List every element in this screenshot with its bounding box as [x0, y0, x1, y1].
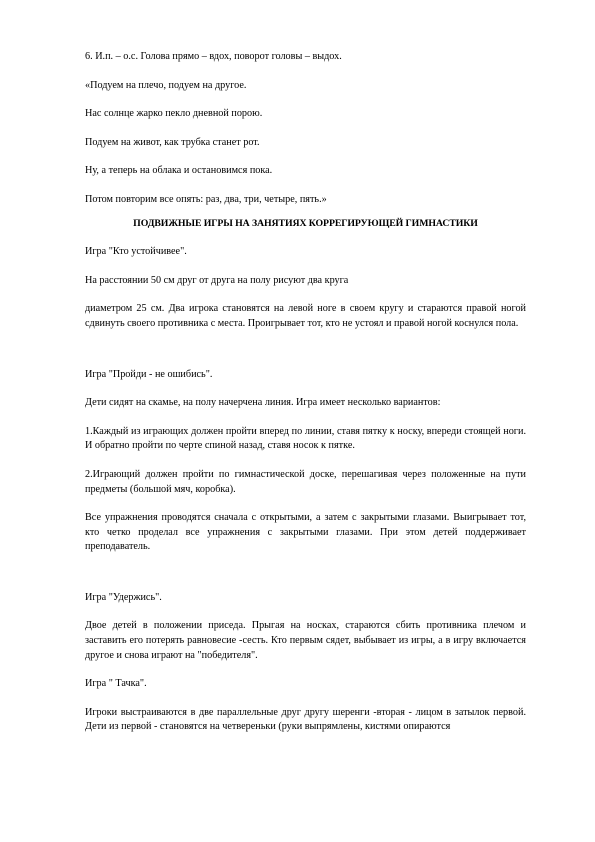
- game1-line1: На расстоянии 50 см друг от друга на полу рисуют два круга: [85, 274, 349, 286]
- game1-title: Игра "Кто устойчивее".: [85, 246, 187, 258]
- game1-body: диаметром 25 см. Два игрока становятся на левой ноге в своем кругу и стараются правой ногой сдвинуть своего противника с места. Проигрывает тот, кто не устоял и правой ногой коснулся пола.: [85, 303, 526, 329]
- game2-intro: Дети сидят на скамье, на полу начерчена линия. Игра имеет несколько вариантов:: [85, 397, 441, 409]
- game4-body: Игроки выстраиваются в две параллельные друг другу шеренги -вторая - лицом в затылок первой. Дети из первой - становятся на четвереньки (руки выпрямлены, кистями опираются: [85, 706, 526, 733]
- game2-note: Все упражнения проводятся сначала с открытыми, а затем с закрытыми глазами. Выигрывает тот, кто четко проделал все упражнения с закрытыми глазами. При этом детей поддерживает преподаватель.: [85, 512, 526, 553]
- game4-title: Игра " Тачка".: [85, 678, 147, 690]
- document-content: [85, 50, 526, 749]
- poem-line-1: «Подуем на плечо, подуем на другое.: [85, 79, 247, 91]
- game2-variant1: 1.Каждый из играющих должен пройти вперед по линии, ставя пятку к носку, впереди стоящей ноги. И обратно пройти по черте спиной назад, ставя носок к пятке.: [85, 425, 526, 452]
- section-heading: ПОДВИЖНЫЕ ИГРЫ НА ЗАНЯТИЯХ КОРРЕГИРУЮЩЕЙ ГИМНАСТИКИ: [133, 217, 478, 229]
- poem-line-5: Потом повторим все опять: раз, два, три, четыре, пять.»: [85, 193, 327, 205]
- poem-line-3: Подуем на живот, как трубка станет рот.: [85, 136, 260, 148]
- poem-line-2: Нас солнце жарко пекло дневной порою.: [85, 108, 263, 120]
- game2-title: Игра "Пройди - не ошибись".: [85, 368, 213, 380]
- poem-line-4: Ну, а теперь на облака и остановимся пока.: [85, 165, 273, 177]
- game2-variant2: 2.Играющий должен пройти по гимнастической доске, перешагивая через положенные на пути предметы (большой мяч, коробка).: [85, 468, 526, 495]
- spacer: [85, 346, 526, 368]
- game3-body: Двое детей в положении приседа. Прыгая на носках, стараются сбить противника плечом и заставить его потерять равновесие -сесть. Кто первым сядет, выбывает из игры, а в игру включается другое и снова играют на "победителя".: [85, 620, 526, 661]
- exercise-6: 6. И.п. – о.с. Голова прямо – вдох, поворот головы – выдох.: [85, 51, 342, 62]
- game3-title: Игра "Удержись".: [85, 591, 162, 603]
- spacer: [85, 569, 526, 591]
